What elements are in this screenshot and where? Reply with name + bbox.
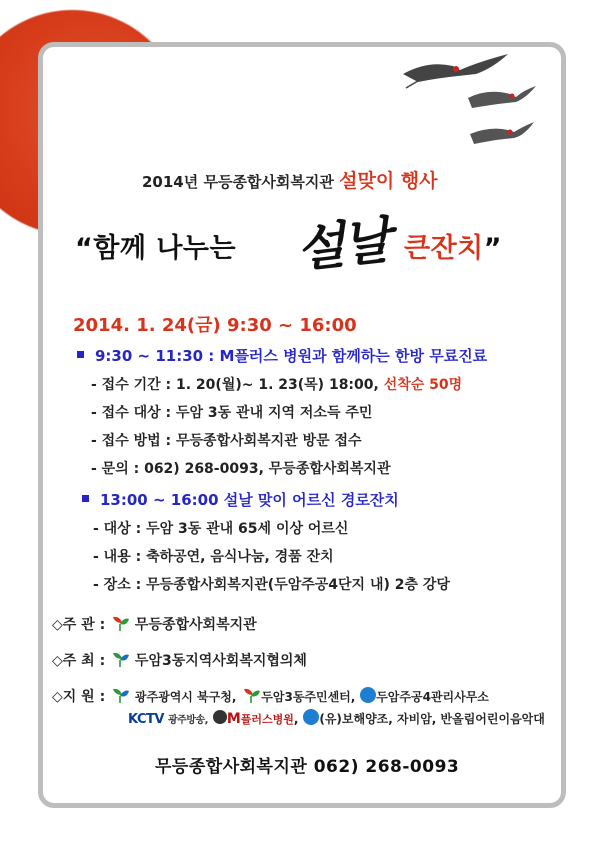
event-line [142,166,438,193]
kctv-logo: KCTV 광주방송, [128,712,208,727]
sponsors-label: ◇지 원 : [52,689,106,705]
sponsors-row2 [128,710,545,727]
leaf-logo-icon [241,686,261,704]
organizer-org: 두암3동지역사회복지협의체 [134,653,307,669]
section1-item [91,374,462,394]
section1-heading-text: 9:30 ~ 11:30 : M플러스 병원과 함께하는 한방 무료진료 [95,347,488,365]
close-quote: ” [483,233,502,264]
section2-item: - 장소 : 무등종합사회복지관(두암주공4단지 내) 2층 강당 [93,577,450,593]
brush-calligraphy: 설날 [293,210,392,279]
section2-item: - 대상 : 두암 3동 관내 65세 이상 어르신 [93,521,349,537]
section1-heading [77,345,487,366]
sponsor-item: 두암주공4관리사무소 [376,690,489,704]
square-bullet-icon [77,351,84,358]
section1-item: - 접수 방법 : 무등종합사회복지관 방문 접수 [91,433,362,449]
host-row [52,614,257,634]
section1-item: - 문의 : 062) 268-0093, 무등종합사회복지관 [91,461,391,477]
leaf-logo-icon [110,686,130,704]
leaf-logo-icon [110,614,130,632]
event-prefix: 2014년 무등종합사회복지관 [142,173,334,191]
sponsor-separator: , [293,712,299,726]
title-part1: 함께 나누는 [93,233,237,264]
circle-logo-icon [303,709,319,725]
sponsors-row1 [52,686,489,706]
sponsor-item: 두암3동주민센터, [261,690,356,704]
cranes-illustration [398,52,538,162]
mplus-logo-icon [213,710,227,724]
leaf-logo-icon [110,650,130,668]
main-title [75,226,236,265]
section1-item: - 접수 대상 : 두암 3동 관내 지역 저소득 주민 [91,405,373,421]
event-date: 2014. 1. 24(금) 9:30 ~ 16:00 [73,315,357,336]
section2-heading-text: 13:00 ~ 16:00 설날 맞이 어르신 경로잔치 [100,491,399,509]
organizer-label: ◇주 최 : [52,653,106,669]
square-bullet-icon [82,495,89,502]
item-highlight: 선착순 50명 [383,377,463,393]
item-text: - 접수 기간 : 1. 20(월)~ 1. 23(목) 18:00, [91,377,379,393]
open-quote: “ [75,233,94,264]
circle-logo-icon [360,687,376,703]
sponsor-item: (유)보해양조, 자비암, 반올림어린이음악대 [319,712,545,726]
footer-contact: 무등종합사회복지관 062) 268-0093 [155,757,460,777]
event-highlight: 설맞이 행사 [339,170,438,192]
host-label: ◇주 관 : [52,617,106,633]
main-title-end [404,226,502,265]
mplus-logo: M플러스병원 [226,711,294,727]
title-part2: 큰잔치 [404,233,484,264]
host-org: 무등종합사회복지관 [134,617,257,633]
sponsor-item: 광주광역시 북구청, [134,690,237,704]
organizer-row [52,650,307,670]
section2-item: - 내용 : 축하공연, 음식나눔, 경품 잔치 [93,549,334,565]
section2-heading [82,489,399,510]
